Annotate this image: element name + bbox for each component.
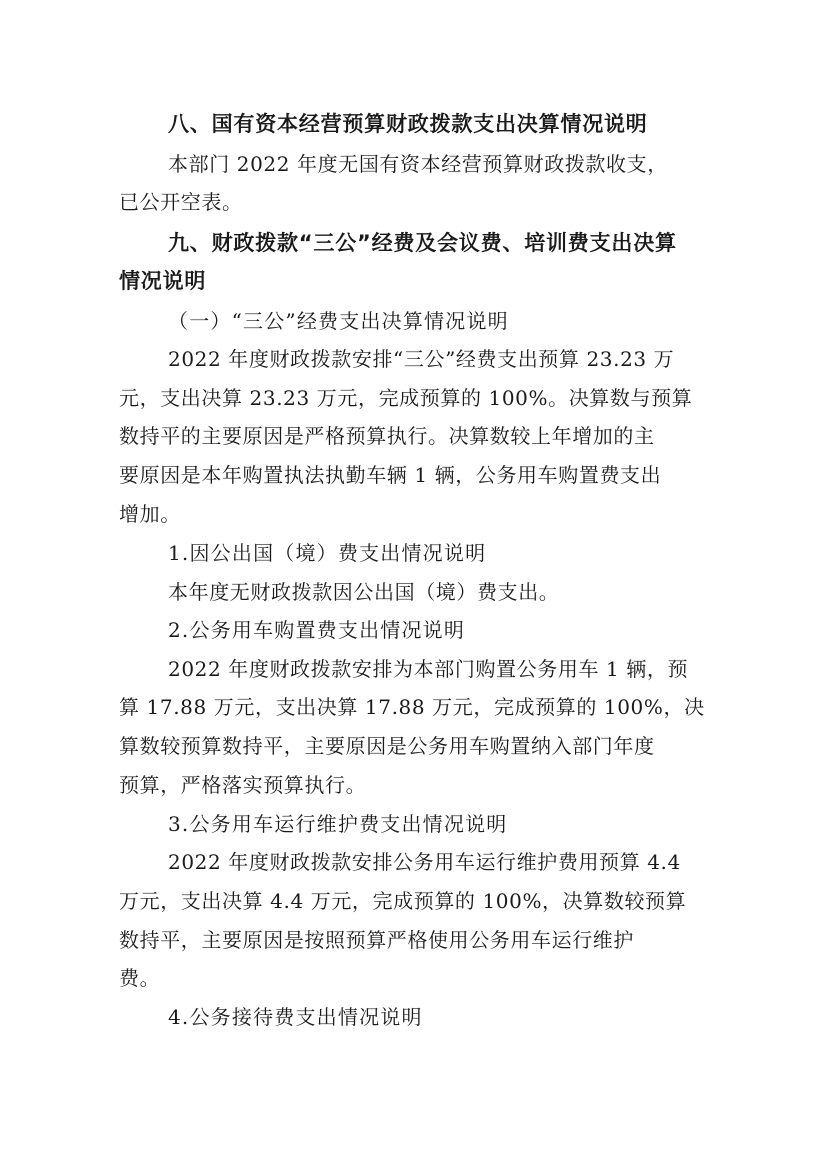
item-2-body-line-2: 算 17.88 万元，支出决算 17.88 万元，完成预算的 100%，决 (119, 695, 705, 719)
item-2-body-line-1: 2022 年度财政拨款安排为本部门购置公务用车 1 辆，预 (168, 657, 689, 681)
item-3-body-line-2: 万元，支出决算 4.4 万元，完成预算的 100%，决算数较预算 (119, 889, 687, 913)
item-3-body-line-1: 2022 年度财政拨款安排公务用车运行维护费用预算 4.4 (168, 850, 681, 874)
section-8-heading: 八、国有资本经营预算财政拨款支出决算情况说明 (168, 112, 648, 136)
part-1-body-line-3: 数持平的主要原因是严格预算执行。决算数较上年增加的主 (119, 424, 655, 448)
item-1-body-line-1: 本年度无财政拨款因公出国（境）费支出。 (168, 580, 560, 604)
item-4-heading: 4.公务接待费支出情况说明 (168, 1005, 423, 1029)
part-1-body-line-4: 要原因是本年购置执法执勤车辆 1 辆，公务用车购置费支出 (119, 463, 662, 487)
section-8-body-line-2: 已公开空表。 (119, 190, 243, 214)
item-3-body-line-4: 费。 (119, 966, 161, 990)
part-1-body-line-5: 增加。 (119, 502, 181, 526)
item-2-heading: 2.公务用车购置费支出情况说明 (168, 618, 466, 642)
section-9-heading-line-1: 九、财政拨款“三公”经费及会议费、培训费支出决算 (168, 231, 677, 255)
section-9-heading-line-2: 情况说明 (119, 269, 207, 293)
section-8-body-line-1: 本部门 2022 年度无国有资本经营预算财政拨款收支， (168, 152, 668, 176)
part-1-body-line-1: 2022 年度财政拨款安排“三公”经费支出预算 23.23 万 (168, 347, 675, 371)
item-2-body-line-4: 预算，严格落实预算执行。 (119, 773, 367, 797)
item-1-heading: 1.因公出国（境）费支出情况说明 (168, 541, 487, 565)
item-3-heading: 3.公务用车运行维护费支出情况说明 (168, 812, 508, 836)
part-1-heading: （一）“三公”经费支出决算情况说明 (168, 309, 509, 333)
item-2-body-line-3: 算数较预算数持平，主要原因是公务用车购置纳入部门年度 (119, 734, 655, 758)
item-3-body-line-3: 数持平，主要原因是按照预算严格使用公务用车运行维护 (119, 928, 634, 952)
part-1-body-line-2: 元，支出决算 23.23 万元，完成预算的 100%。决算数与预算 (119, 386, 693, 410)
